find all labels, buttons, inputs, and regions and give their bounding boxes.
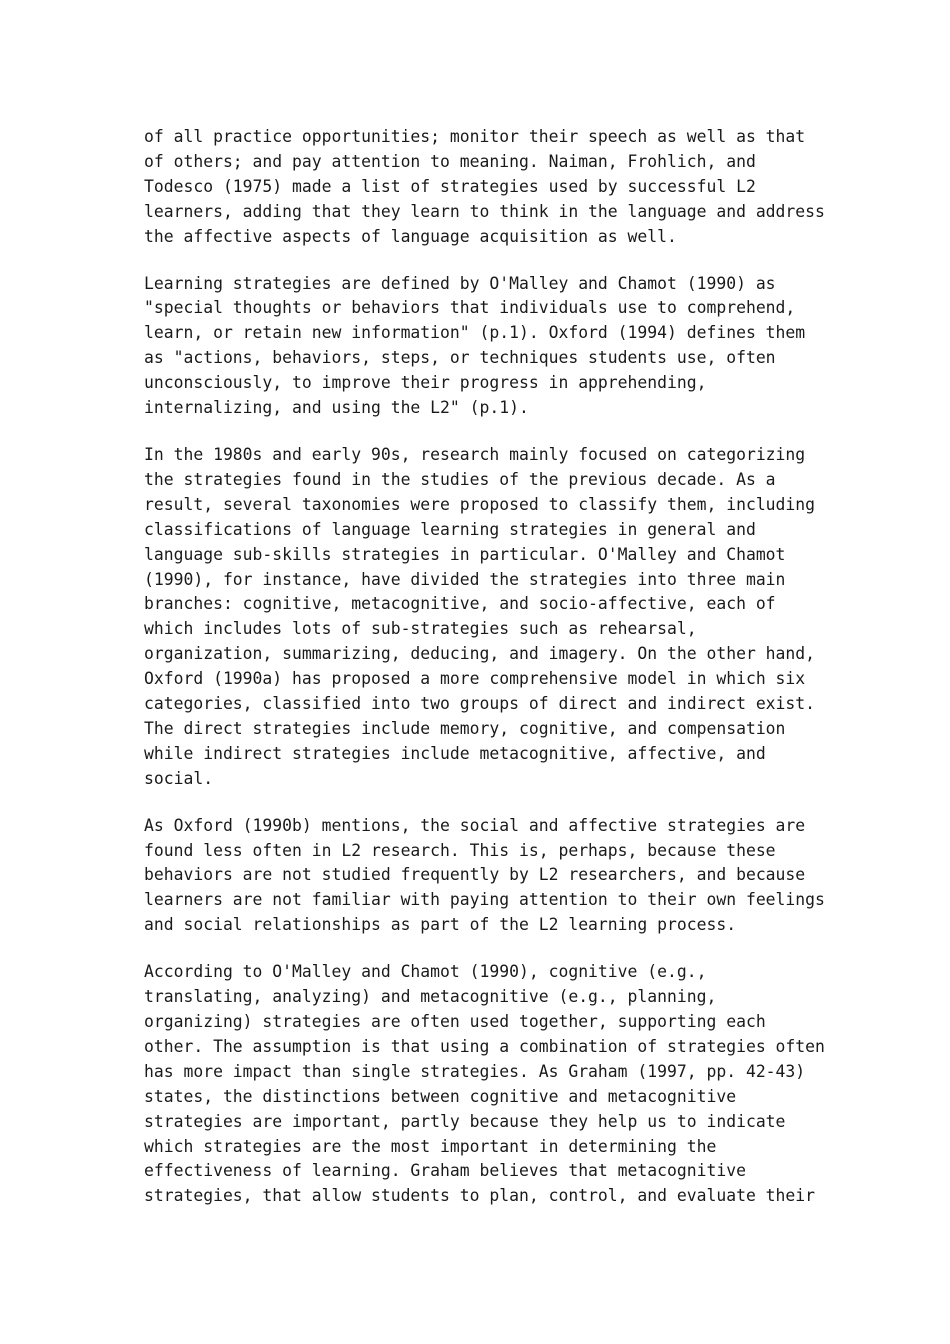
text-line: translating, analyzing) and metacognitive (e.g., planning,	[144, 987, 717, 1007]
text-line: the strategies found in the studies of the previous decade. As a	[144, 469, 776, 489]
text-line: According to O'Malley and Chamot (1990), cognitive (e.g.,	[144, 962, 707, 982]
paragraph-2	[144, 272, 824, 421]
text-line: In the 1980s and early 90s, research mainly focused on categorizing	[144, 444, 806, 464]
text-line: The direct strategies include memory, cognitive, and compensation	[144, 718, 786, 738]
text-line: branches: cognitive, metacognitive, and socio-affective, each of	[144, 594, 776, 614]
text-line: found less often in L2 research. This is, perhaps, because these	[144, 840, 776, 860]
text-line: behaviors are not studied frequently by L2 researchers, and because	[144, 865, 806, 885]
text-line: "special thoughts or behaviors that individuals use to comprehend,	[144, 298, 796, 318]
text-line: internalizing, and using the L2" (p.1).	[144, 398, 529, 418]
text-line: while indirect strategies include metacognitive, affective, and	[144, 743, 766, 763]
text-line: Oxford (1990a) has proposed a more comprehensive model in which six	[144, 669, 806, 689]
text-line: Learning strategies are defined by O'Malley and Chamot (1990) as	[144, 273, 776, 293]
text-line: classifications of language learning strategies in general and	[144, 519, 756, 539]
paragraph-3	[144, 443, 824, 792]
text-line: unconsciously, to improve their progress in apprehending,	[144, 373, 707, 393]
text-line: As Oxford (1990b) mentions, the social and affective strategies are	[144, 815, 806, 835]
text-line: effectiveness of learning. Graham believes that metacognitive	[144, 1161, 746, 1181]
text-line: which includes lots of sub-strategies such as rehearsal,	[144, 619, 697, 639]
text-line: social.	[144, 768, 214, 788]
text-line: learners, adding that they learn to think in the language and address	[144, 201, 825, 221]
text-line: (1990), for instance, have divided the strategies into three main	[144, 569, 786, 589]
text-line: strategies, that allow students to plan, control, and evaluate their	[144, 1186, 816, 1206]
text-line: as "actions, behaviors, steps, or techniques students use, often	[144, 348, 776, 368]
text-line: of all practice opportunities; monitor their speech as well as that	[144, 127, 806, 146]
text-line: organization, summarizing, deducing, and imagery. On the other hand,	[144, 644, 816, 664]
text-line: other. The assumption is that using a combination of strategies often	[144, 1036, 825, 1056]
text-line: which strategies are the most important in determining the	[144, 1136, 717, 1156]
text-line: the affective aspects of language acquisition as well.	[144, 226, 677, 246]
text-line: language sub-skills strategies in particular. O'Malley and Chamot	[144, 544, 786, 564]
text-line: categories, classified into two groups of direct and indirect exist.	[144, 694, 816, 714]
body-text	[144, 125, 824, 1231]
text-line: and social relationships as part of the L2 learning process.	[144, 915, 737, 935]
text-line: strategies are important, partly because they help us to indicate	[144, 1111, 786, 1131]
text-line: has more impact than single strategies. As Graham (1997, pp. 42-43)	[144, 1061, 806, 1081]
text-line: learners are not familiar with paying attention to their own feelings	[144, 890, 825, 910]
text-line: learn, or retain new information" (p.1). Oxford (1994) defines them	[144, 323, 806, 343]
text-line: Todesco (1975) made a list of strategies used by successful L2	[144, 176, 756, 196]
paragraph-4	[144, 814, 824, 939]
text-line: states, the distinctions between cognitive and metacognitive	[144, 1086, 737, 1106]
paragraph-5	[144, 960, 824, 1209]
text-line: of others; and pay attention to meaning. Naiman, Frohlich, and	[144, 151, 756, 171]
paragraph-1	[144, 125, 824, 250]
text-line: result, several taxonomies were proposed to classify them, including	[144, 494, 816, 514]
text-line: organizing) strategies are often used together, supporting each	[144, 1012, 766, 1031]
